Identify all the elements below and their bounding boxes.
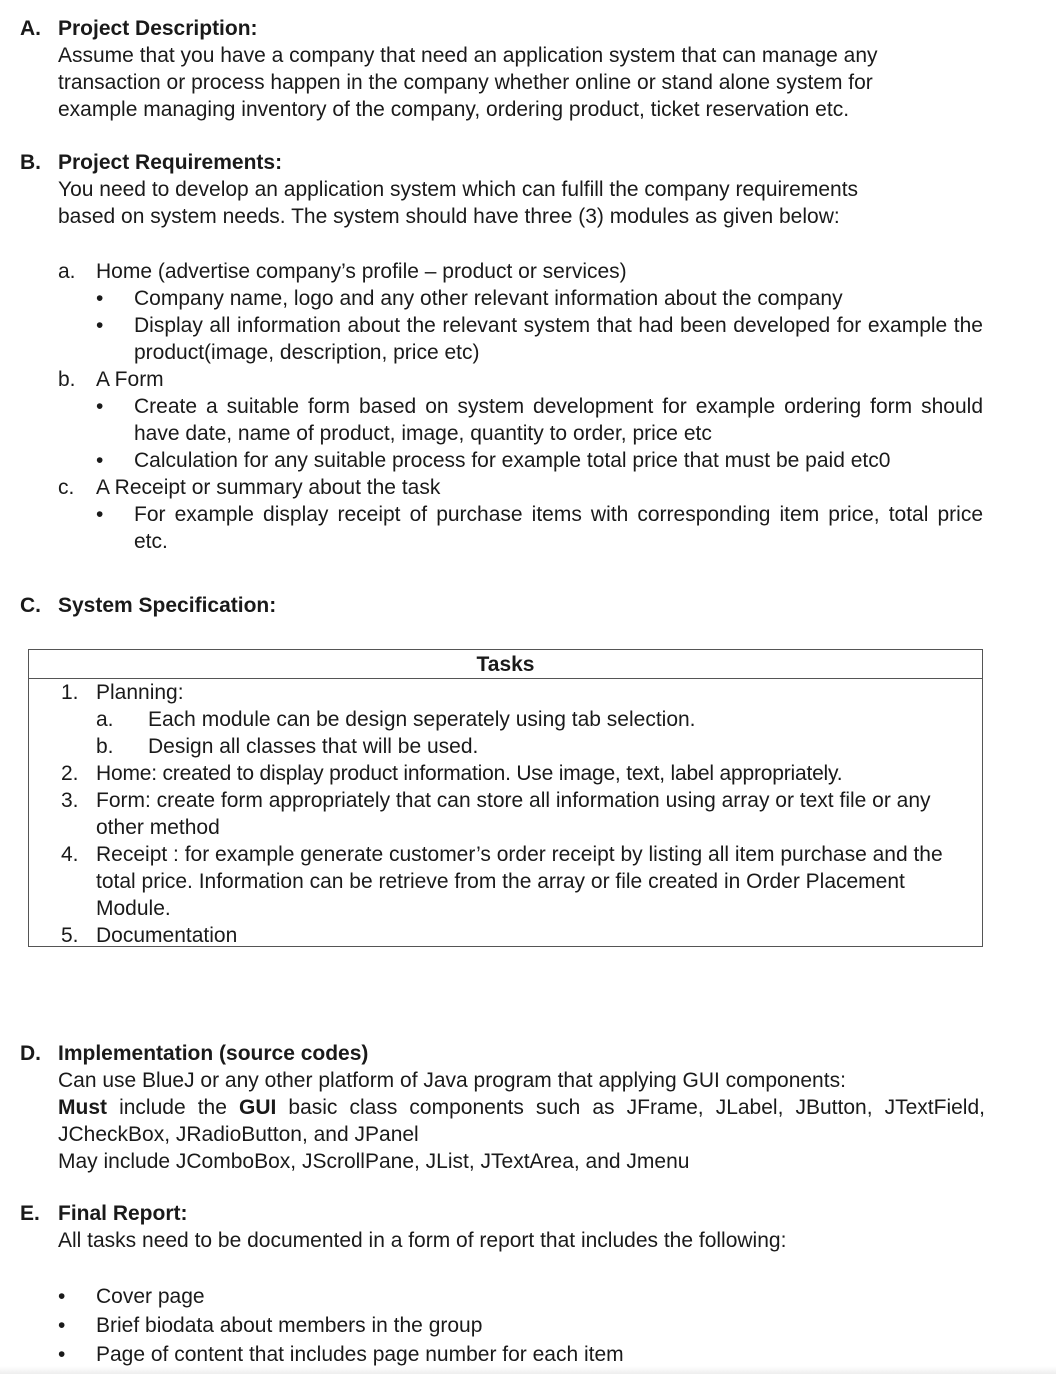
bullet-item (96, 312, 983, 366)
task-number: 4. (61, 843, 79, 866)
task-text: Documentation (96, 924, 238, 947)
bullet-text: Calculation for any suitable process for example total price that must be paid etc0 (134, 449, 891, 472)
task-sub-text: Each module can be design seperately using tab selection. (148, 708, 696, 731)
section-a (20, 15, 985, 123)
bullet-icon: • (96, 314, 104, 337)
bullet-text: Page of content that includes page number for each item (96, 1343, 624, 1366)
task-row (29, 841, 982, 922)
bullet-icon: • (58, 1314, 66, 1337)
bullet-icon: • (96, 287, 104, 310)
paragraph-line: All tasks need to be documented in a form of report that includes the following: (58, 1229, 787, 1252)
section-b (20, 149, 985, 230)
module-mark: c. (58, 476, 75, 499)
task-sub-mark: a. (96, 708, 114, 731)
section-letter: B. (20, 151, 41, 174)
bullet-icon: • (96, 449, 104, 472)
task-row (29, 787, 982, 841)
paragraph-line: transaction or process happen in the company whether online or stand alone system for (58, 71, 873, 94)
bullet-icon: • (96, 503, 104, 526)
module-list (58, 258, 983, 555)
task-row (29, 760, 982, 787)
task-text: Receipt : for example generate customer’s order receipt by listing all item purchase and the total price. Information can be retrieve from the array or file created in Order Placement Module. (96, 843, 943, 920)
section-e-heading (20, 1200, 985, 1227)
section-letter: A. (20, 17, 41, 40)
task-row (29, 679, 982, 706)
paragraph-text: include the (107, 1096, 239, 1119)
paragraph-gui-components (58, 1094, 985, 1148)
table-header: Tasks (29, 650, 982, 679)
task-text: Form: create form appropriately that can store all information using array or text file or any other method (96, 789, 931, 839)
task-number: 5. (61, 924, 79, 947)
module-title: A Receipt or summary about the task (96, 476, 441, 499)
bullet-text: Brief biodata about members in the group (96, 1314, 483, 1337)
bullet-item (58, 1311, 985, 1340)
module-mark: a. (58, 260, 76, 283)
section-a-body (58, 42, 985, 123)
paragraph-line: based on system needs. The system should have three (3) modules as given below: (58, 205, 840, 228)
task-text: Home: created to display product information. Use image, text, label appropriately. (96, 762, 843, 785)
bullet-item (96, 285, 983, 312)
section-e (20, 1200, 985, 1254)
table-body (29, 679, 982, 949)
task-subrow (96, 706, 982, 733)
bullet-item (58, 1340, 985, 1369)
task-sub-text: Design all classes that will be used. (148, 735, 479, 758)
bullet-item (58, 1282, 985, 1311)
section-title: System Specification: (58, 594, 277, 617)
section-title: Implementation (source codes) (58, 1042, 369, 1065)
bullet-item (96, 447, 983, 474)
section-a-heading (20, 15, 985, 42)
task-number: 2. (61, 762, 79, 785)
task-row (29, 922, 982, 949)
page-bottom-edge (0, 1366, 1056, 1374)
module-title: Home (advertise company’s profile – product or services) (96, 260, 627, 283)
section-title: Final Report: (58, 1202, 188, 1225)
bullet-icon: • (96, 395, 104, 418)
bullet-text: Company name, logo and any other relevant information about the company (134, 287, 843, 310)
task-number: 1. (61, 681, 79, 704)
section-title: Project Description: (58, 17, 258, 40)
paragraph-line: May include JComboBox, JScrollPane, JList, JTextArea, and Jmenu (58, 1150, 690, 1173)
paragraph-text: basic class components such as JFrame, JLabel, JButton, JTextField, JCheckBox, JRadioButton, and JPanel (58, 1096, 985, 1146)
task-sub-mark: b. (96, 735, 114, 758)
paragraph-line: example managing inventory of the company, ordering product, ticket reservation etc. (58, 98, 850, 121)
module-item-receipt (58, 474, 983, 501)
report-items-list (20, 1282, 985, 1369)
module-item-form (58, 366, 983, 393)
bullet-text: Create a suitable form based on system development for example ordering form should have date, name of product, image, quantity to order, price etc (134, 395, 983, 445)
task-subrow (96, 733, 982, 760)
bullet-text: For example display receipt of purchase items with corresponding item price, total price etc. (134, 503, 983, 553)
paragraph-line: Can use BlueJ or any other platform of Java program that applying GUI components: (58, 1069, 846, 1092)
gui-label: GUI (238, 1096, 277, 1119)
section-e-body (58, 1227, 985, 1254)
section-c (20, 592, 985, 619)
section-letter: E. (20, 1202, 40, 1225)
section-b-body (58, 176, 985, 230)
section-d-heading (20, 1040, 985, 1067)
section-letter: D. (20, 1042, 41, 1065)
must-label: Must (58, 1096, 107, 1119)
bullet-item (96, 501, 983, 555)
section-c-heading (20, 592, 985, 619)
section-d (20, 1040, 985, 1175)
section-d-body (58, 1067, 985, 1175)
tasks-table (28, 649, 983, 947)
task-text: Planning: (96, 681, 184, 704)
bullet-text: Cover page (96, 1285, 205, 1308)
bullet-icon: • (58, 1343, 66, 1366)
module-mark: b. (58, 368, 76, 391)
bullet-text: Display all information about the relevant system that had been developed for example the product(image, description, price etc) (134, 314, 983, 364)
paragraph-line: Assume that you have a company that need an application system that can manage any (58, 44, 878, 67)
module-item-home (58, 258, 983, 285)
bullet-icon: • (58, 1285, 66, 1308)
module-title: A Form (96, 368, 164, 391)
section-title: Project Requirements: (58, 151, 283, 174)
paragraph-line: You need to develop an application system which can fulfill the company requirements (58, 178, 859, 201)
bullet-item (96, 393, 983, 447)
section-letter: C. (20, 594, 41, 617)
task-number: 3. (61, 789, 79, 812)
section-b-heading (20, 149, 985, 176)
